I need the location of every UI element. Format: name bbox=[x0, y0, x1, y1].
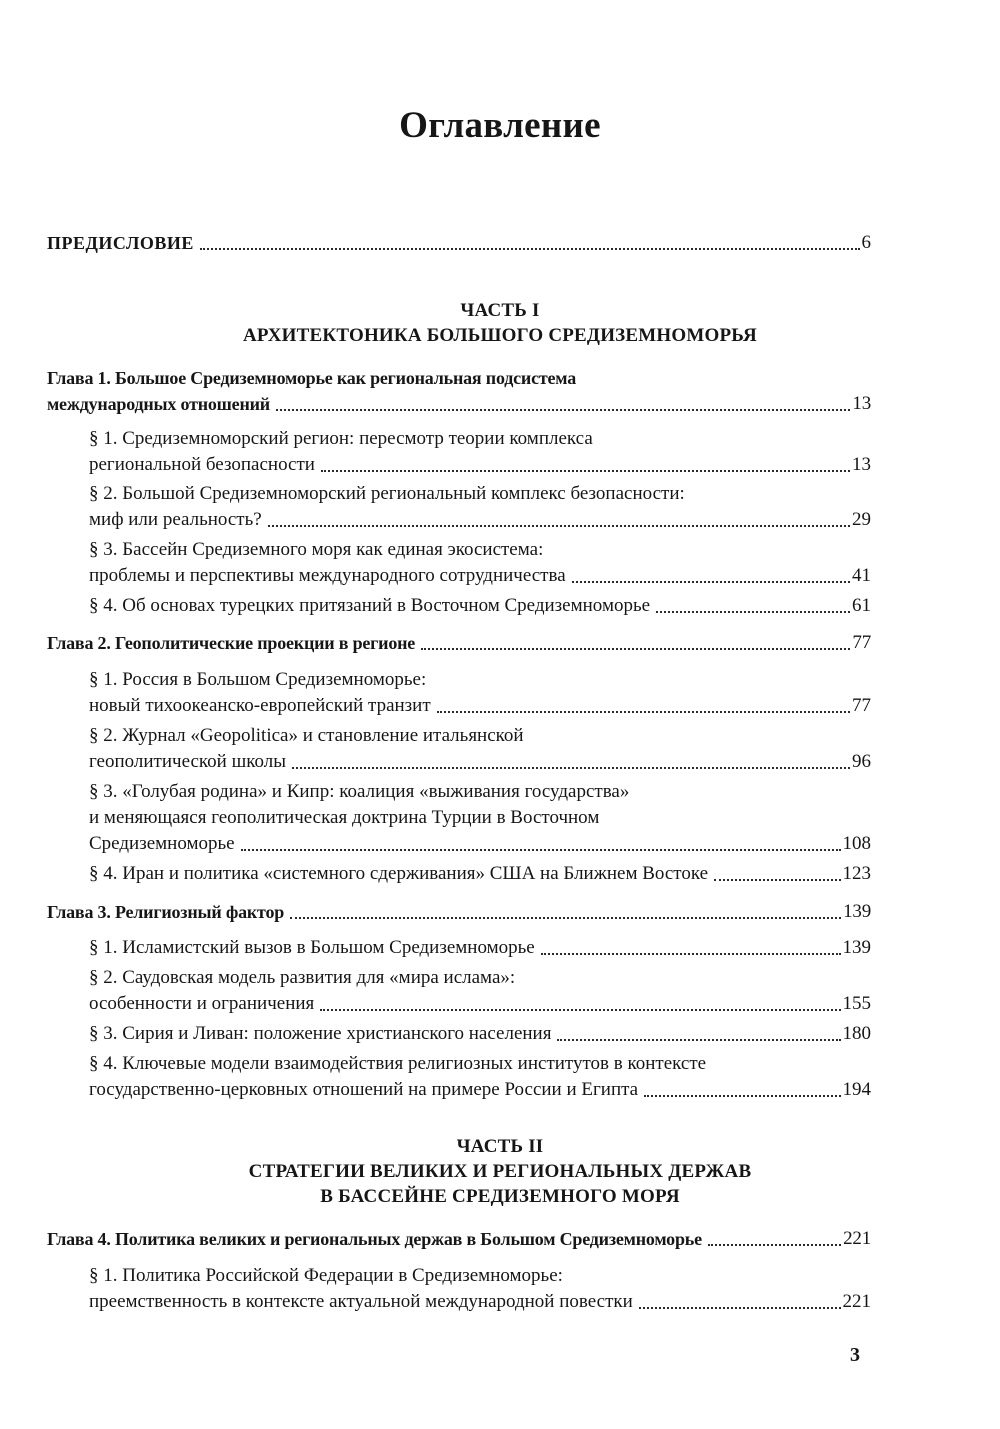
page-ref: 77 bbox=[852, 632, 871, 653]
dot-leader bbox=[714, 878, 840, 881]
section-title-cont: миф или реальность? bbox=[89, 509, 262, 530]
section-3-4-title[interactable]: § 4. Ключевые модели взаимодействия религиозных институтов в контексте bbox=[89, 1053, 707, 1074]
section-title: § 4. Об основах турецких притязаний в Восточном Средиземноморье bbox=[89, 595, 651, 616]
toc-entry-preface[interactable] bbox=[47, 231, 871, 255]
page-ref: 13 bbox=[852, 393, 871, 414]
section-title-cont: проблемы и перспективы международного сотрудничества bbox=[89, 565, 566, 586]
toc-entry-chapter-3[interactable] bbox=[47, 900, 871, 924]
dot-leader bbox=[321, 469, 850, 472]
section-1-2-title[interactable]: § 2. Большой Средиземноморский региональный комплекс безопасности: bbox=[89, 483, 685, 504]
toc-entry-section-3-2[interactable] bbox=[89, 992, 871, 1016]
part-title: АРХИТЕКТОНИКА БОЛЬШОГО СРЕДИЗЕМНОМОРЬЯ bbox=[243, 325, 757, 346]
toc-entry-section-1-3[interactable] bbox=[89, 564, 871, 588]
section-title: § 3. Сирия и Ливан: положение христианского населения bbox=[89, 1023, 552, 1044]
toc-entry-chapter-4[interactable] bbox=[47, 1227, 871, 1251]
toc-entry-section-2-4[interactable] bbox=[89, 862, 871, 886]
toc-entry-section-3-4[interactable] bbox=[89, 1078, 871, 1102]
dot-leader bbox=[292, 766, 850, 769]
dot-leader bbox=[572, 580, 850, 583]
toc-entry-chapter-2[interactable] bbox=[47, 631, 871, 655]
toc-entry-section-3-3[interactable] bbox=[89, 1022, 871, 1046]
page-ref: 139 bbox=[842, 937, 871, 958]
toc-entry-section-4-1[interactable] bbox=[89, 1290, 871, 1314]
dot-leader bbox=[268, 524, 850, 527]
dot-leader bbox=[241, 848, 841, 851]
chapter-2-title: Глава 2. Геополитические проекции в регионе bbox=[47, 633, 416, 653]
section-2-3-title-cont: и меняющаяся геополитическая доктрина Турции в Восточном bbox=[89, 807, 600, 828]
dot-leader bbox=[290, 916, 841, 919]
section-2-2-title[interactable]: § 2. Журнал «Geopolitica» и становление итальянской bbox=[89, 725, 524, 746]
section-title-cont: новый тихоокеанско-европейский транзит bbox=[89, 695, 431, 716]
section-2-1-title[interactable]: § 1. Россия в Большом Средиземноморье: bbox=[89, 669, 427, 690]
dot-leader bbox=[656, 610, 850, 613]
page-ref: 41 bbox=[852, 565, 871, 586]
page-ref: 13 bbox=[852, 454, 871, 475]
chapter-1-title-cont: международных отношений bbox=[47, 394, 270, 414]
dot-leader bbox=[541, 952, 841, 955]
chapter-3-title: Глава 3. Религиозный фактор bbox=[47, 902, 285, 922]
page-ref: 221 bbox=[842, 1291, 871, 1312]
preface-label: ПРЕДИСЛОВИЕ bbox=[47, 233, 194, 253]
section-title-cont: преемственность в контексте актуальной международной повестки bbox=[89, 1291, 633, 1312]
section-4-1-title[interactable]: § 1. Политика Российской Федерации в Средиземноморье: bbox=[89, 1265, 563, 1286]
page-ref: 123 bbox=[842, 863, 871, 884]
chapter-4-title: Глава 4. Политика великих и региональных держав в Большом Средиземноморье bbox=[47, 1229, 702, 1249]
page-ref: 77 bbox=[852, 695, 871, 716]
page-title: Оглавление bbox=[399, 105, 601, 146]
page-ref: 29 bbox=[852, 509, 871, 530]
section-title-cont: государственно-церковных отношений на примере России и Египта bbox=[89, 1079, 639, 1100]
part-label: ЧАСТЬ II bbox=[456, 1136, 544, 1157]
toc-entry-section-2-3[interactable] bbox=[89, 832, 871, 856]
dot-leader bbox=[276, 408, 850, 411]
toc-entry-section-2-1[interactable] bbox=[89, 694, 871, 718]
part-heading-1 bbox=[0, 298, 1000, 348]
chapter-1-title[interactable]: Глава 1. Большое Средиземноморье как региональная подсистема bbox=[47, 368, 577, 388]
dot-leader bbox=[200, 247, 860, 250]
page-ref: 6 bbox=[861, 232, 871, 253]
page-ref: 139 bbox=[843, 901, 871, 922]
dot-leader bbox=[421, 647, 850, 650]
dot-leader bbox=[639, 1306, 841, 1309]
part-label: ЧАСТЬ I bbox=[460, 300, 540, 321]
section-title-cont: особенности и ограничения bbox=[89, 993, 315, 1014]
dot-leader bbox=[644, 1094, 840, 1097]
page-ref: 221 bbox=[843, 1228, 871, 1249]
section-2-3-title[interactable]: § 3. «Голубая родина» и Кипр: коалиция «выживания государства» bbox=[89, 781, 630, 802]
dot-leader bbox=[320, 1008, 840, 1011]
toc-entry-section-3-1[interactable] bbox=[89, 936, 871, 960]
section-title: § 4. Иран и политика «системного сдерживания» США на Ближнем Востоке bbox=[89, 863, 709, 884]
toc-entry-chapter-1[interactable] bbox=[47, 392, 871, 416]
section-3-2-title[interactable]: § 2. Саудовская модель развития для «мира ислама»: bbox=[89, 967, 516, 988]
page-ref: 180 bbox=[842, 1023, 871, 1044]
part-title-cont: В БАССЕЙНЕ СРЕДИЗЕМНОГО МОРЯ bbox=[320, 1186, 680, 1207]
dot-leader bbox=[708, 1243, 841, 1246]
part-heading-2 bbox=[0, 1134, 1000, 1209]
page-ref: 155 bbox=[842, 993, 871, 1014]
section-title-cont: Средиземноморье bbox=[89, 833, 235, 854]
dot-leader bbox=[437, 710, 850, 713]
section-title: § 1. Исламистский вызов в Большом Средиземноморье bbox=[89, 937, 535, 958]
toc-entry-section-1-1[interactable] bbox=[89, 453, 871, 477]
section-title-cont: региональной безопасности bbox=[89, 454, 315, 475]
page-ref: 61 bbox=[852, 595, 871, 616]
page-ref: 96 bbox=[852, 751, 871, 772]
page-ref: 108 bbox=[842, 833, 871, 854]
section-title-cont: геополитической школы bbox=[89, 751, 286, 772]
section-1-1-title[interactable]: § 1. Средиземноморский регион: пересмотр теории комплекса bbox=[89, 428, 593, 449]
dot-leader bbox=[557, 1038, 840, 1041]
toc-entry-section-1-4[interactable] bbox=[89, 594, 871, 618]
part-title: СТРАТЕГИИ ВЕЛИКИХ И РЕГИОНАЛЬНЫХ ДЕРЖАВ bbox=[248, 1161, 752, 1182]
page-number: 3 bbox=[850, 1344, 860, 1366]
page-ref: 194 bbox=[842, 1079, 871, 1100]
section-1-3-title[interactable]: § 3. Бассейн Средиземного моря как единая экосистема: bbox=[89, 539, 544, 560]
toc-entry-section-1-2[interactable] bbox=[89, 508, 871, 532]
toc-entry-section-2-2[interactable] bbox=[89, 750, 871, 774]
